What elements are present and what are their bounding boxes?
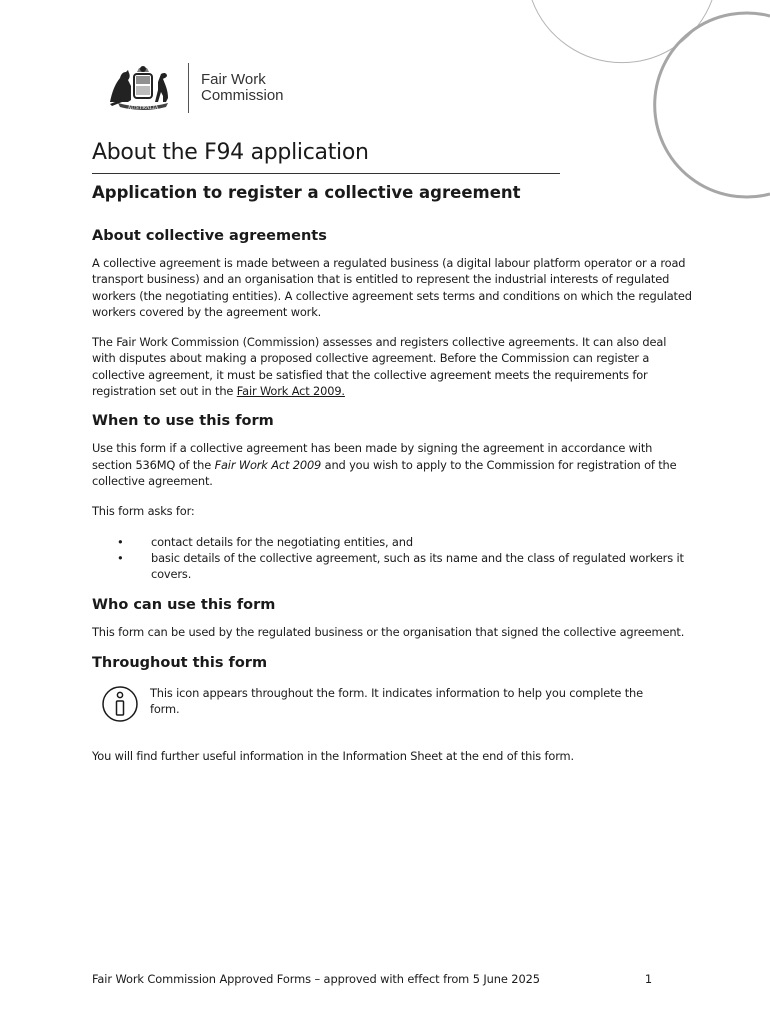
paragraph-text: Use this form if a collective agreement has been made by signing the agreement in accordance with section 536MQ of the: [92, 441, 653, 472]
list-item-text: contact details for the negotiating entities, and: [151, 534, 413, 549]
crest-label: AUSTRALIA: [127, 105, 159, 111]
info-icon-description: This icon appears throughout the form. It indicates information to help you complete the form.: [150, 685, 643, 717]
coat-of-arms-icon: [106, 62, 178, 114]
footer-text: Fair Work Commission Approved Forms – approved with effect from 5 June 2025: [92, 972, 540, 986]
decorative-arc-thin: [532, 0, 712, 63]
fair-work-commission-logo: [106, 62, 284, 114]
page-number: 1: [644, 972, 652, 986]
section-heading: Who can use this form: [92, 597, 276, 614]
paragraph: [92, 334, 692, 399]
form-contents-list: [92, 534, 692, 583]
paragraph: This form asks for:: [92, 504, 195, 519]
decorative-arc-thick: [655, 13, 770, 197]
section-about-collective-agreements: [92, 228, 692, 399]
bullet-icon: •: [117, 534, 124, 549]
fair-work-act-link[interactable]: Fair Work Act 2009.: [236, 384, 345, 399]
section-when-to-use: [92, 413, 692, 582]
page-title: About the F94 application: [92, 140, 560, 174]
logo-wordmark: [201, 72, 284, 104]
paragraph-text: The Fair Work Commission (Commission) assesses and registers collective agreements. It can also deal with disputes about making a proposed collective agreement. Before the Commission can register a collective agreement, it must be satisfied that the collective agreement meets the requirements for registration set out in the: [92, 335, 667, 399]
section-heading: About collective agreements: [92, 228, 327, 244]
logo-divider: [188, 63, 189, 113]
page-subtitle: Application to register a collective agreement: [92, 183, 521, 202]
paragraph: [92, 440, 692, 489]
paragraph: You will find further useful information in the Information Sheet at the end of this form.: [92, 748, 574, 763]
info-icon: [100, 684, 140, 724]
bullet-icon: •: [117, 550, 124, 565]
list-item: [92, 534, 692, 550]
paragraph: This form can be used by the regulated business or the organisation that signed the collective agreement.: [92, 625, 685, 640]
main-content: [92, 228, 692, 778]
paragraph-text: and you wish to apply to the Commission for registration of the collective agreement.: [92, 457, 677, 488]
list-item: [92, 550, 692, 583]
section-heading: When to use this form: [92, 413, 274, 430]
paragraph: A collective agreement is made between a regulated business (a digital labour platform operator or a road transport business) and an organisation that is entitled to represent the industrial interests of regulated workers (the negotiating entities). A collective agreement sets terms and conditions on which the regulated workers covered by the agreement work.: [92, 256, 692, 319]
info-icon-explanation: [92, 682, 692, 724]
act-name: Fair Work Act 2009: [214, 457, 322, 472]
page-footer: [92, 972, 652, 986]
section-throughout-form: [92, 655, 692, 764]
section-who-can-use: [92, 597, 692, 640]
logo-line-2: Commission: [201, 87, 284, 104]
list-item-text: basic details of the collective agreement, such as its name and the class of regulated workers it covers.: [151, 550, 684, 582]
section-heading: Throughout this form: [92, 654, 268, 671]
logo-line-1: Fair Work: [201, 71, 266, 88]
